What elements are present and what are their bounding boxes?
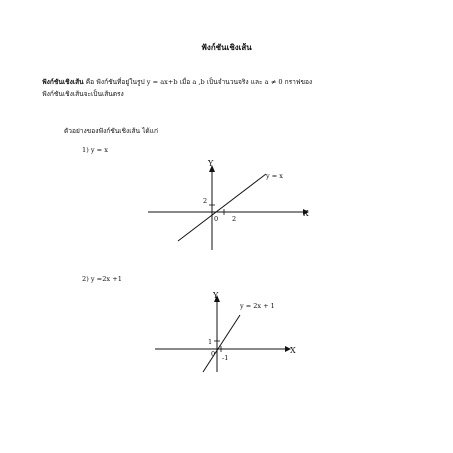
definition-term: ฟังก์ชันเชิงเส้น — [42, 78, 84, 86]
example2-label: 2) y =2x +1 — [82, 275, 122, 283]
definition-text-line1: คือ ฟังก์ชันที่อยู่ในรูป y = ax+b เมื่อ a ,b เป็นจำนวนจริง และ a ≠ 0 กราฟของ — [85, 78, 313, 86]
graph1-x-tick-label: 2 — [232, 215, 237, 223]
graph1-x-axis-label: X — [303, 209, 309, 218]
page-title: ฟังก์ชันเชิงเส้น — [201, 42, 252, 52]
graph2-origin-label: 0 — [211, 350, 216, 358]
graph1-origin-label: 0 — [214, 215, 219, 223]
graph2-y-tick-label: 1 — [208, 338, 213, 346]
definition-text-line2: ฟังก์ชันเชิงเส้นจะเป็นเส้นตรง — [42, 90, 124, 98]
example1-label: 1) y = x — [82, 146, 109, 154]
graph2-x-tick-label: -1 — [222, 354, 229, 362]
graph1-y-axis-label: Y — [208, 159, 214, 168]
graph1-y-tick-label: 2 — [203, 197, 208, 205]
graph1-equation: y = x — [266, 172, 283, 180]
graph2-x-axis-label: X — [290, 346, 296, 355]
graph2-equation: y = 2x + 1 — [240, 302, 275, 310]
graph2-y-axis-label: Y — [213, 291, 219, 300]
examples-heading: ตัวอย่างของฟังก์ชันเชิงเส้น ได้แก่ — [64, 127, 158, 135]
